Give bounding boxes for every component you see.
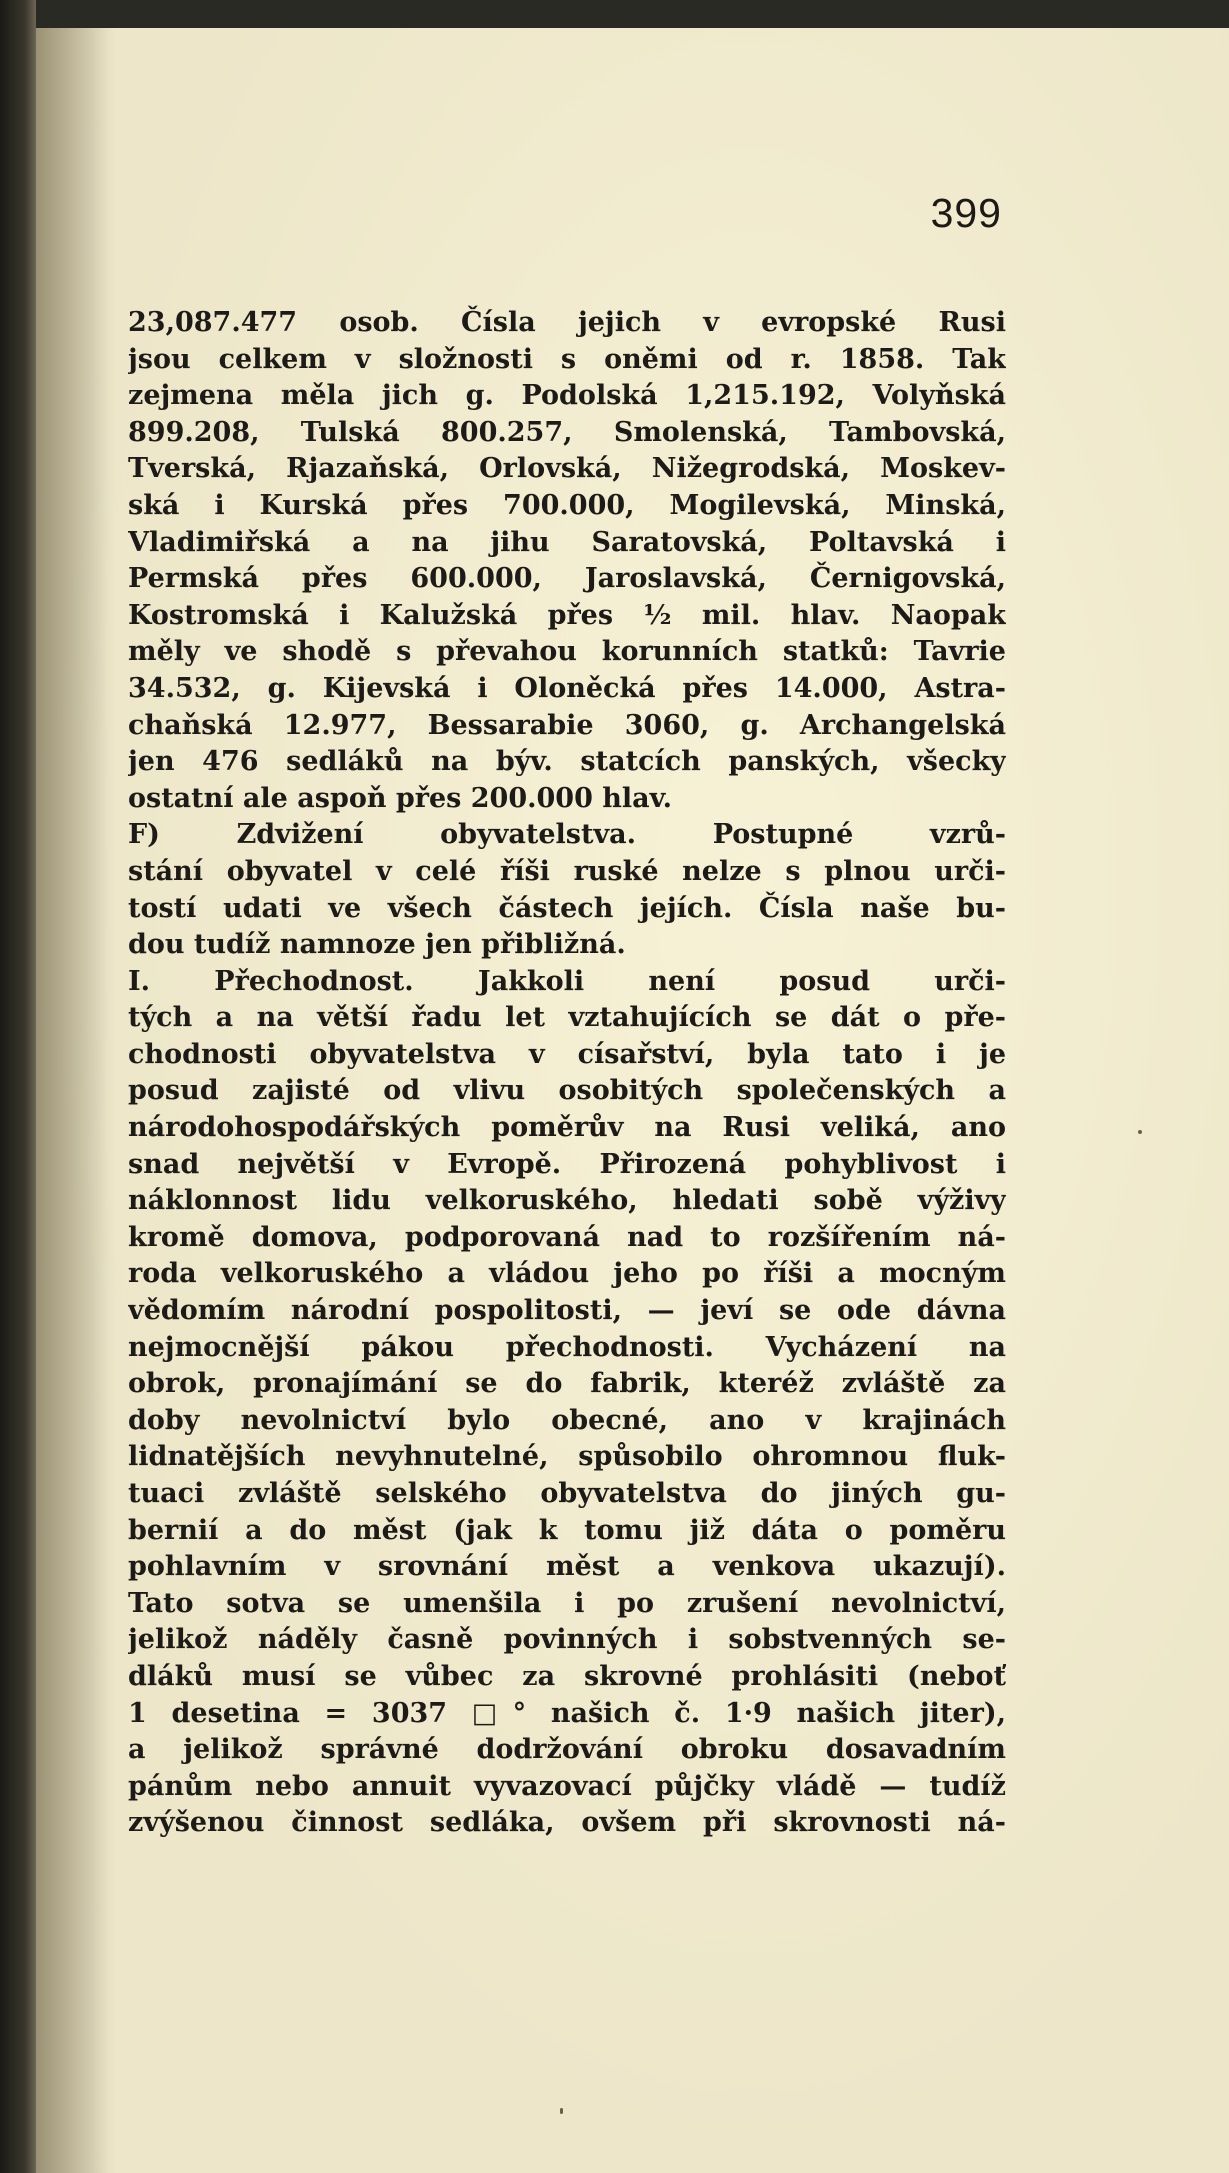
text-line: vědomím národní pospolitosti, — jeví se ode dávna bbox=[128, 1295, 1006, 1327]
text-line: stání obyvatel v celé říši ruské nelze s plnou urči- bbox=[128, 855, 1006, 887]
text-line: Kostromská i Kalužská přes ½ mil. hlav. Naopak bbox=[128, 599, 1006, 631]
text-line: a jelikož správné dodržování obroku dosavadním bbox=[128, 1734, 1006, 1766]
text-line: národohospodářských poměrův na Rusi veliká, ano bbox=[128, 1112, 1006, 1144]
text-line: pohlavním v srovnání měst a venkova ukazují). bbox=[128, 1551, 1006, 1583]
text-line: jen 476 sedláků na býv. statcích panských, všecky bbox=[128, 746, 1006, 778]
text-line: roda velkoruského a vládou jeho po říši a mocným bbox=[128, 1258, 1006, 1290]
text-line: chaňská 12.977, Bessarabie 3060, g. Archangelská bbox=[128, 709, 1006, 741]
text-line: tých a na větší řadu let vztahujících se dát o pře- bbox=[128, 1002, 1006, 1034]
text-line: Tato sotva se umenšila i po zrušení nevolnictví, bbox=[128, 1587, 1006, 1619]
scan-background-edge bbox=[0, 0, 36, 2173]
text-line: I. Přechodnost. Jakkoli není posud urči- bbox=[128, 965, 1006, 997]
text-line: zvýšenou činnost sedláka, ovšem při skrovnosti ná- bbox=[128, 1807, 1006, 1839]
text-line: jsou celkem v složnosti s oněmi od r. 1858. Tak bbox=[128, 343, 1006, 375]
text-line: tuaci zvláště selského obyvatelstva do jiných gu- bbox=[128, 1478, 1006, 1509]
text-line: bernií a do měst (jak k tomu již dáta o poměru bbox=[128, 1514, 1006, 1546]
text-line: pánům nebo annuit vyvazovací půjčky vládě — tudíž bbox=[128, 1770, 1006, 1802]
text-line: Permská přes 600.000, Jaroslavská, Černigovská, bbox=[128, 563, 1006, 595]
text-line: posud zajisté od vlivu osobitých společenských a bbox=[128, 1075, 1006, 1107]
text-line: doby nevolnictví bylo obecné, ano v krajinách bbox=[128, 1404, 1006, 1436]
text-line: ská i Kurská přes 700.000, Mogilevská, Minská, bbox=[128, 489, 1006, 521]
text-line: Vladimiřská a na jihu Saratovská, Poltavská i bbox=[128, 526, 1006, 558]
page-number: 399 bbox=[930, 190, 1002, 236]
text-line: F) Zdvižení obyvatelstva. Postupné vzrů- bbox=[128, 819, 1006, 851]
text-line: náklonnost lidu velkoruského, hledati sobě výživy bbox=[128, 1185, 1006, 1217]
gutter-shadow bbox=[36, 28, 116, 2173]
text-line: kromě domova, podporovaná nad to rozšířením ná- bbox=[128, 1221, 1006, 1253]
text-line: 899.208, Tulská 800.257, Smolenská, Tambovská, bbox=[128, 416, 1006, 448]
text-line: obrok, pronajímání se do fabrik, kteréž zvláště za bbox=[128, 1368, 1006, 1400]
text-line: chodnosti obyvatelstva v císařství, byla tato i je bbox=[128, 1038, 1006, 1070]
text-line: měly ve shodě s převahou korunních statků: Tavrie bbox=[128, 636, 1006, 668]
text-line: dou tudíž namnoze jen přibližná. bbox=[128, 929, 626, 961]
paper-speck bbox=[560, 2108, 563, 2114]
text-line: Tverská, Rjazaňská, Orlovská, Nižegrodská, Moskev- bbox=[128, 453, 1006, 485]
text-line: snad největší v Evropě. Přirozená pohyblivost i bbox=[128, 1148, 1006, 1180]
text-line: 34.532, g. Kijevská i Oloněcká přes 14.000, Astra- bbox=[128, 672, 1006, 704]
text-line: lidnatějších nevyhnutelné, spůsobilo ohromnou fluk- bbox=[128, 1441, 1006, 1473]
text-line: zejmena měla jich g. Podolská 1,215.192, Volyňská bbox=[128, 380, 1006, 412]
text-line: 23,087.477 osob. Čísla jejich v evropské Rusi bbox=[128, 307, 1006, 338]
body-text bbox=[128, 305, 1006, 1842]
text-line: dláků musí se vůbec za skrovné prohlásiti (neboť bbox=[128, 1660, 1006, 1692]
text-line: jelikož náděly časně povinných i sobstvenných se- bbox=[128, 1624, 1006, 1656]
paper-speck bbox=[1138, 1130, 1142, 1134]
text-line: 1 desetina = 3037 □° našich č. 1·9 našich jiter), bbox=[128, 1697, 1006, 1729]
text-line: tostí udati ve všech částech jejích. Čísla naše bu- bbox=[128, 892, 1006, 924]
text-line: ostatní ale aspoň přes 200.000 hlav. bbox=[128, 782, 673, 814]
text-line: nejmocnější pákou přechodnosti. Vycházení na bbox=[128, 1331, 1006, 1363]
